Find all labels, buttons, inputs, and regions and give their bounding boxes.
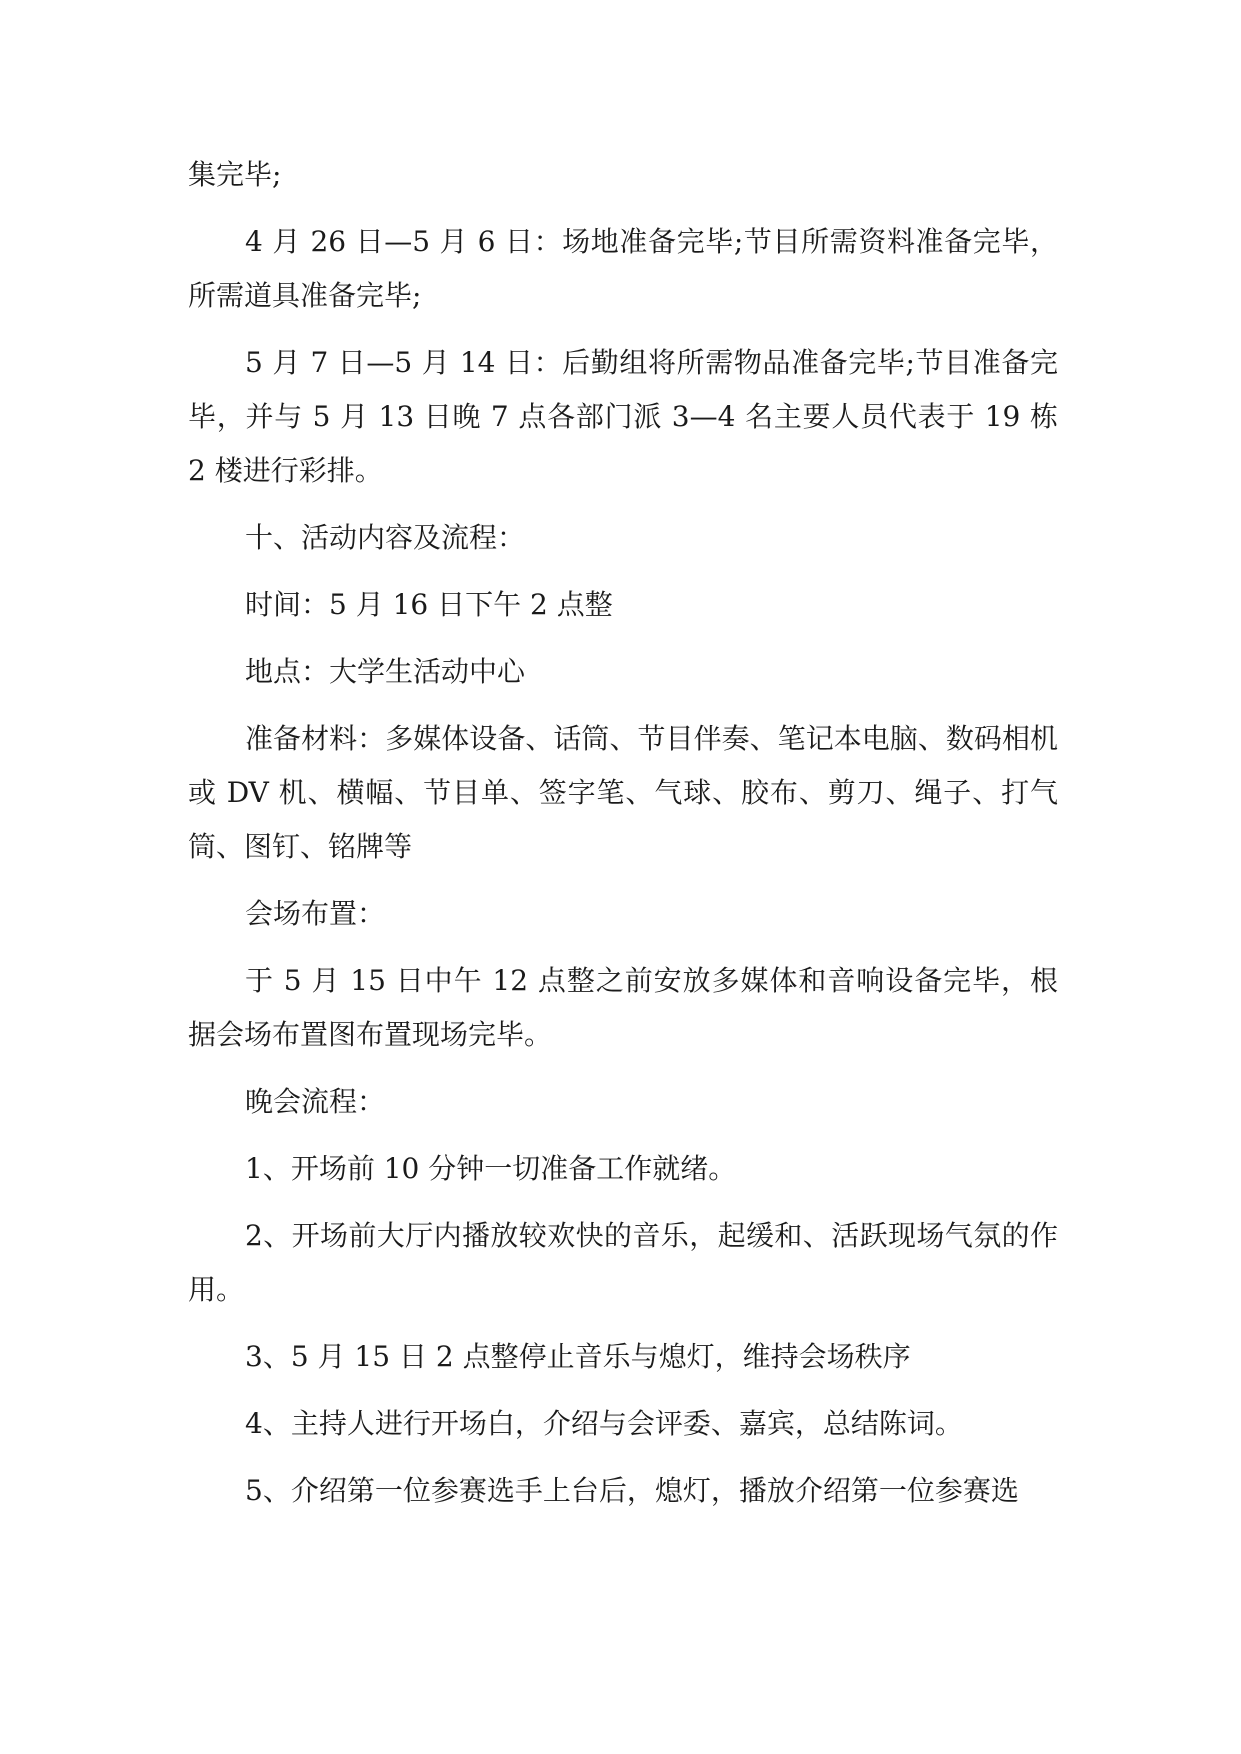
paragraph-flow-heading: 晚会流程： — [245, 1085, 386, 1118]
list-item-4: 4、主持人进行开场白，介绍与会评委、嘉宾，总结陈词。 — [245, 1407, 963, 1440]
list-item-1: 1、开场前 10 分钟一切准备工作就绪。 — [245, 1152, 737, 1185]
list-item-3: 3、5 月 15 日 2 点整停止音乐与熄灯，维持会场秩序 — [245, 1340, 911, 1373]
paragraph-1: 集完毕; — [188, 158, 282, 191]
paragraph-venue: 于 5 月 15 日中午 12 点整之前安放多媒体和音响设备完毕，根据会场布置图布置现场完毕。 — [188, 964, 1058, 1051]
paragraph-time: 时间：5 月 16 日下午 2 点整 — [245, 588, 613, 621]
paragraph-2: 4 月 26 日—5 月 6 日：场地准备完毕;节目所需资料准备完毕，所需道具准备完毕; — [188, 225, 1058, 312]
paragraph-materials: 准备材料：多媒体设备、话筒、节目伴奏、笔记本电脑、数码相机或 DV 机、横幅、节目单、签字笔、气球、胶布、剪刀、绳子、打气筒、图钉、铭牌等 — [188, 722, 1058, 863]
paragraph-location: 地点：大学生活动中心 — [245, 655, 526, 688]
paragraph-3: 5 月 7 日—5 月 14 日：后勤组将所需物品准备完毕;节目准备完毕，并与 5 月 13 日晚 7 点各部门派 3—4 名主要人员代表于 19 栋 2 楼进行彩排。 — [188, 346, 1058, 487]
document-page — [188, 148, 1058, 1531]
paragraph-venue-heading: 会场布置： — [245, 897, 386, 930]
list-item-2: 2、开场前大厅内播放较欢快的音乐，起缓和、活跃现场气氛的作用。 — [188, 1219, 1058, 1306]
list-item-5: 5、介绍第一位参赛选手上台后，熄灯，播放介绍第一位参赛选 — [245, 1474, 1019, 1507]
section-heading: 十、活动内容及流程： — [245, 521, 526, 554]
